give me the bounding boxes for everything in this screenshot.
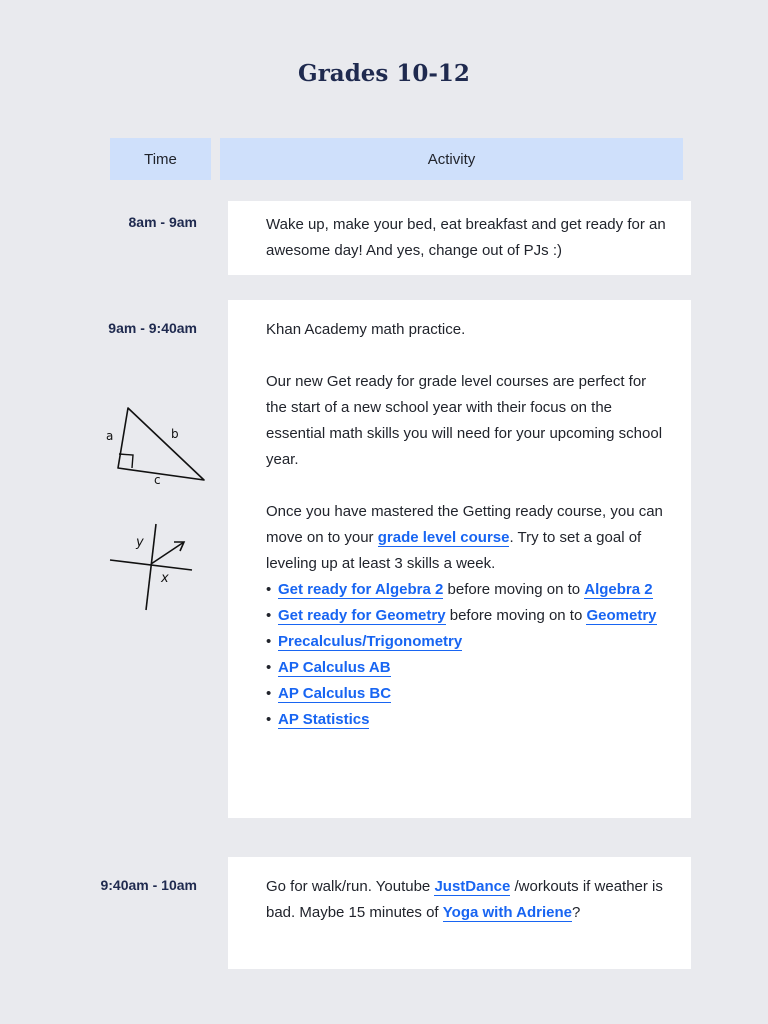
precalculus-link[interactable]: Precalculus/Trigonometry <box>278 633 463 650</box>
side-label-b: b <box>171 427 179 441</box>
course-note: before moving on to <box>443 581 585 598</box>
paragraph-text: Once you have mastered the Getting ready course, you can move on to your <box>266 503 663 546</box>
page-title: Grades 10-12 <box>298 60 470 87</box>
course-list-item <box>266 577 671 603</box>
yoga-with-adriene-link[interactable]: Yoga with Adriene <box>442 904 572 921</box>
ap-statistics-link[interactable]: AP Statistics <box>278 711 370 728</box>
justdance-link[interactable]: JustDance <box>434 878 511 895</box>
algebra-2-link[interactable]: Algebra 2 <box>584 581 653 598</box>
activity-card-3 <box>228 857 691 969</box>
activity-text-part: ? <box>571 904 581 921</box>
activity-paragraph-1: Our new Get ready for grade level courses are perfect for the start of a new school year with their focus on the essential math skills you will need for your upcoming school year. <box>266 373 663 468</box>
activity-card-1 <box>228 201 691 275</box>
course-list-item <box>266 603 671 629</box>
header-activity: Activity <box>220 138 683 180</box>
time-slot-3: 9:40am - 10am <box>100 877 197 893</box>
course-list-item <box>266 681 671 707</box>
grade-level-course-link[interactable]: grade level course <box>377 529 510 546</box>
geometry-link[interactable]: Geometry <box>586 607 657 624</box>
axis-label-y: y <box>136 535 144 550</box>
activity-text <box>266 874 671 926</box>
get-ready-geometry-link[interactable]: Get ready for Geometry <box>278 607 446 624</box>
course-list-item <box>266 655 671 681</box>
header-time: Time <box>110 138 211 180</box>
side-label-c: c <box>154 473 161 487</box>
course-list-item <box>266 707 671 733</box>
course-list-item <box>266 629 671 655</box>
axis-label-x: x <box>161 571 169 586</box>
side-label-a: a <box>106 429 114 443</box>
activity-text-part: /workouts if weather is bad. Maybe 15 minutes of <box>266 878 663 921</box>
time-slot-2: 9am - 9:40am <box>108 320 197 336</box>
time-slot-1: 8am - 9am <box>128 214 197 230</box>
activity-card-2 <box>228 300 691 818</box>
course-list <box>266 577 671 733</box>
right-triangle-sketch <box>98 400 210 490</box>
activity-text-part: Go for walk/run. Youtube <box>266 878 435 895</box>
ap-calculus-bc-link[interactable]: AP Calculus BC <box>278 685 392 702</box>
activity-text: Wake up, make your bed, eat breakfast and get ready for an awesome day! And yes, change out of PJs :) <box>266 216 666 259</box>
paragraph-text: . Try to set a goal of leveling up at least 3 skills a week. <box>266 529 642 572</box>
activity-intro: Khan Academy math practice. <box>266 321 466 338</box>
ap-calculus-ab-link[interactable]: AP Calculus AB <box>278 659 391 676</box>
course-note: before moving on to <box>445 607 587 624</box>
activity-paragraph-2 <box>266 499 671 577</box>
axes-vector-sketch <box>104 520 200 616</box>
get-ready-algebra-2-link[interactable]: Get ready for Algebra 2 <box>278 581 444 598</box>
